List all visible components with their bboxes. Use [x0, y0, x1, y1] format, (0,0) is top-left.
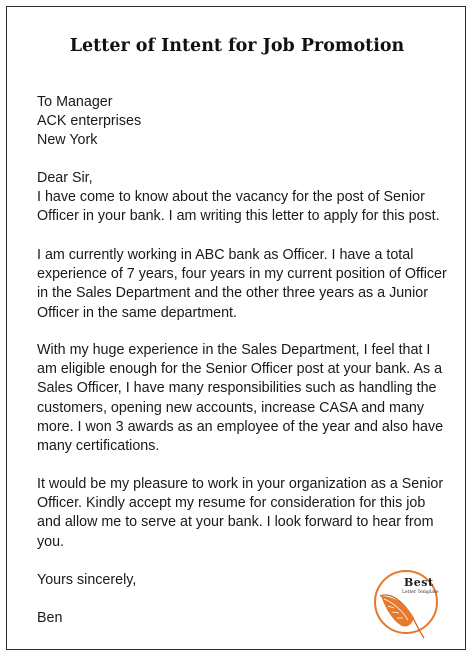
paragraph-line: Officer in the same department. — [37, 304, 237, 321]
paragraph-3 — [37, 341, 447, 456]
paragraph-line: more. I won 3 awards as an employee of the year and also have — [37, 418, 444, 435]
salutation: Dear Sir, — [37, 170, 93, 186]
best-letter-template-logo — [372, 566, 452, 646]
closing: Yours sincerely, — [37, 572, 137, 588]
recipient-line: New York — [37, 132, 98, 149]
signature: Ben — [37, 610, 63, 626]
paragraph-4 — [37, 475, 447, 552]
paragraph-line: It would be my pleasure to work in your organization as a Senior — [37, 476, 444, 492]
paragraph-line: Officer. Kindly accept my resume for consideration for this job — [37, 495, 426, 512]
paragraph-line: Officer in your bank. I am writing this letter to apply for this post. — [37, 208, 440, 225]
logo-subtitle: Letter Template — [402, 590, 439, 595]
paragraph-2 — [37, 246, 447, 323]
recipient-block — [37, 93, 447, 151]
recipient-line: To Manager — [37, 94, 113, 110]
paragraph-line: customers, opening new accounts, increase CASA and many — [37, 399, 425, 416]
paragraph-line: and allow me to serve at your bank. I look forward to hear from — [37, 514, 434, 531]
paragraph-line: I have come to know about the vacancy for the post of Senior — [37, 189, 425, 206]
paragraph-line: Sales Officer, I have many responsibilities such as handling the — [37, 380, 437, 397]
salutation-block — [37, 169, 447, 227]
paragraph-line: you. — [37, 533, 65, 550]
paragraph-line: in the Sales Department and the other three years as a Junior — [37, 285, 429, 302]
paragraph-line: many certifications. — [37, 438, 160, 455]
paragraph-line: experience of 7 years, four years in my current position of Officer — [37, 266, 447, 283]
paragraph-line: With my huge experience in the Sales Department, I feel that I — [37, 342, 431, 358]
logo-wordmark: Best — [404, 576, 434, 589]
paragraph-line: am eligible enough for the Senior Officer post at your bank. As a — [37, 361, 443, 378]
letter-title: Letter of Intent for Job Promotion — [69, 36, 405, 56]
recipient-line: ACK enterprises — [37, 113, 142, 130]
paragraph-line: I am currently working in ABC bank as Officer. I have a total — [37, 247, 414, 263]
